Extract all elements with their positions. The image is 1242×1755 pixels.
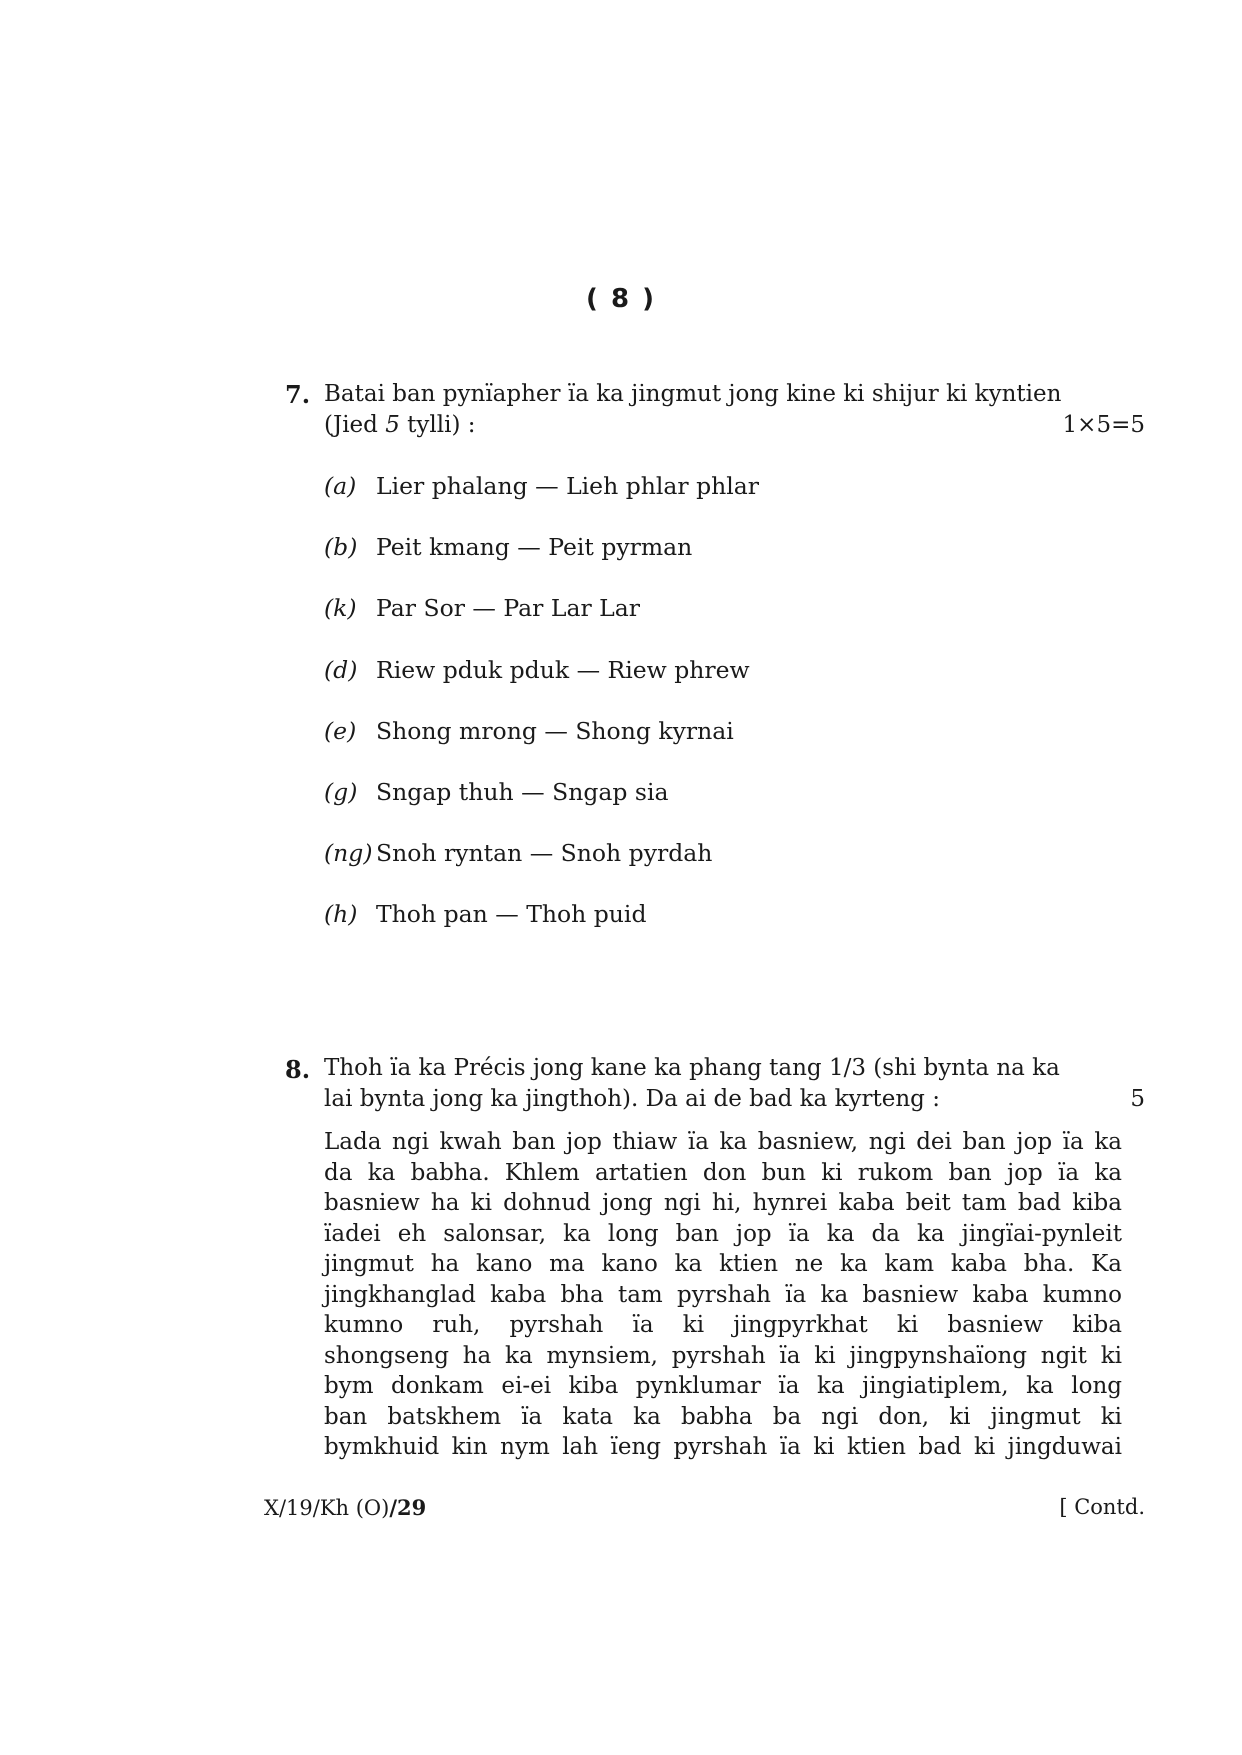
- option-text: Thoh pan — Thoh puid: [376, 900, 647, 929]
- option-text: Lier phalang — Lieh phlar phlar: [376, 472, 760, 500]
- option-label: (k): [324, 594, 357, 623]
- passage-line: basniew ha ki dohnud jong ngi hi, hynrei kaba beit tam bad kiba: [324, 1190, 1122, 1216]
- passage-line: bymkhuid kin nym lah ïeng pyrshah ïa ki ktien bad ki jingduwai: [324, 1434, 1122, 1460]
- question-7-option: [324, 533, 692, 561]
- question-7-text-line-1: Batai ban pynïapher ïa ka jingmut jong kine ki shijur ki kyntien: [324, 381, 1062, 407]
- option-text: Snoh ryntan — Snoh pyrdah: [376, 839, 713, 868]
- paper-code: [264, 1495, 426, 1520]
- question-7-option: [324, 900, 647, 928]
- question-8-text-line-1: Thoh ïa ka Précis jong kane ka phang tang 1/3 (shi bynta na ka: [324, 1055, 1060, 1081]
- question-7-count: 5: [385, 412, 400, 438]
- question-7-text-line-2: [324, 412, 476, 438]
- option-text: Sngap thuh — Sngap sia: [376, 778, 669, 806]
- question-8-marks: 5: [1130, 1086, 1145, 1112]
- passage-line: shongseng ha ka mynsiem, pyrshah ïa ki jingpynshaïong ngit ki: [324, 1342, 1122, 1369]
- passage-line: bym donkam ei-ei kiba pynklumar ïa ka jingiatiplem, ka long: [324, 1373, 1122, 1399]
- passage-line: jingkhanglad kaba bha tam pyrshah ïa ka basniew kaba kumno: [324, 1281, 1122, 1308]
- option-label: (g): [324, 778, 358, 806]
- question-7-marks: 1×5=5: [1062, 412, 1145, 438]
- paper-code-number: /29: [389, 1495, 427, 1520]
- question-7-number: 7.: [285, 380, 311, 409]
- question-7-option: [324, 839, 712, 867]
- question-7-line-2-prefix: (Jied: [324, 412, 386, 438]
- option-label: (e): [324, 716, 357, 745]
- continued-note: [ Contd.: [1059, 1495, 1145, 1519]
- option-text: Riew pduk pduk — Riew phrew: [376, 655, 750, 684]
- question-7-option: [324, 472, 759, 500]
- option-label: (d): [324, 655, 358, 684]
- question-8-text-line-2: lai bynta jong ka jingthoh). Da ai de bad ka kyrteng :: [324, 1086, 940, 1112]
- option-label: (h): [324, 900, 358, 929]
- passage-line: da ka babha. Khlem artatien don bun ki rukom ban jop ïa ka: [324, 1159, 1122, 1186]
- option-text: Par Sor — Par Lar Lar: [376, 594, 641, 623]
- question-8-passage: [324, 1127, 1122, 1463]
- option-label: (a): [324, 472, 357, 500]
- question-7-option: [324, 594, 640, 622]
- question-7-option: [324, 778, 668, 806]
- paper-code-text: X/19/Kh (O): [264, 1496, 390, 1520]
- question-7-option: [324, 717, 734, 745]
- option-text: Shong mrong — Shong kyrnai: [376, 716, 734, 745]
- page-number: ( 8 ): [586, 284, 656, 314]
- option-text: Peit kmang — Peit pyrman: [376, 533, 693, 562]
- passage-line: jingmut ha kano ma kano ka ktien ne ka kam kaba bha. Ka: [324, 1251, 1122, 1277]
- passage-line: ïadei eh salonsar, ka long ban jop ïa ka da ka jingïai-pynleit: [324, 1220, 1122, 1247]
- question-8-number: 8.: [285, 1055, 311, 1084]
- option-label: (ng): [324, 839, 373, 868]
- question-7-line-2-suffix: tylli) :: [399, 412, 476, 438]
- option-label: (b): [324, 533, 358, 562]
- passage-line: Lada ngi kwah ban jop thiaw ïa ka basniew, ngi dei ban jop ïa ka: [324, 1129, 1122, 1155]
- question-7-option: [324, 656, 750, 684]
- passage-line: kumno ruh, pyrshah ïa ki jingpyrkhat ki basniew kiba: [324, 1312, 1122, 1338]
- passage-line: ban batskhem ïa kata ka babha ba ngi don, ki jingmut ki: [324, 1403, 1122, 1430]
